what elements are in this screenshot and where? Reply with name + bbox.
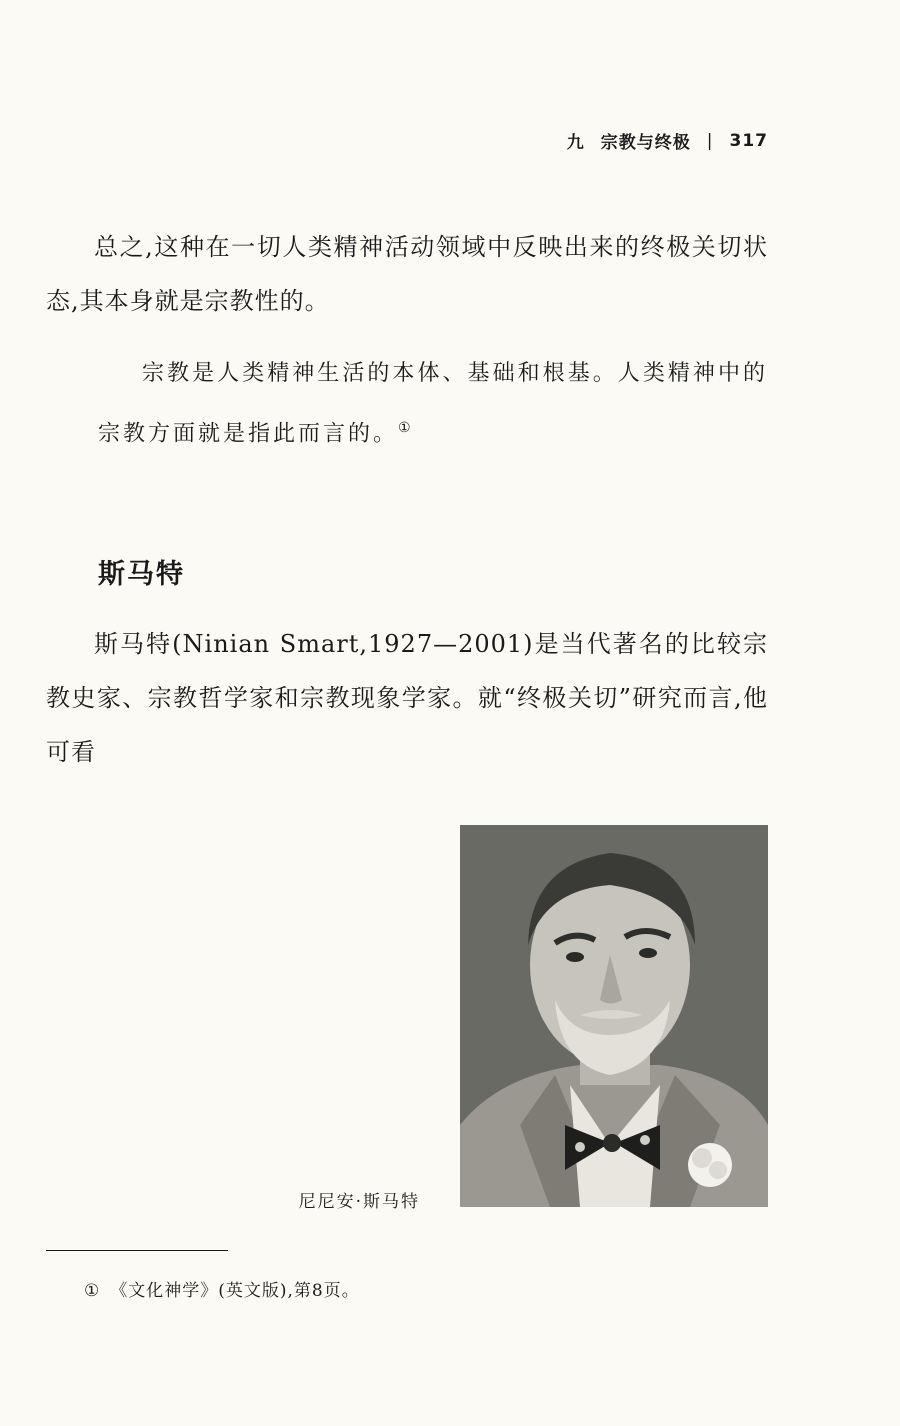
footnote-mark: ①	[84, 1281, 101, 1301]
footnote-reference[interactable]: ①	[398, 420, 414, 436]
photo-caption: 尼尼安·斯马特	[298, 1192, 420, 1212]
page-number: 317	[729, 130, 768, 151]
section-heading: 斯马特	[98, 559, 185, 590]
quote-text: 宗教是人类精神生活的本体、基础和根基。人类精神中的宗教方面就是指此而言的。	[98, 361, 768, 447]
portrait-photo	[460, 825, 768, 1207]
block-quote	[98, 347, 768, 461]
footnote-text: 《文化神学》(英文版),第8页。	[110, 1281, 360, 1301]
running-head	[567, 128, 768, 153]
footnote	[84, 1276, 360, 1301]
portrait-illustration	[460, 825, 768, 1207]
paragraph: 总之,这种在一切人类精神活动领域中反映出来的终极关切状态,其本身就是宗教性的。	[46, 233, 768, 315]
chapter-title: 宗教与终极	[600, 133, 691, 153]
header-separator: |	[706, 130, 714, 151]
chapter-number: 九	[566, 133, 585, 153]
footnote-rule	[46, 1250, 228, 1251]
paragraph: 斯马特(Ninian Smart,1927—2001)是当代著名的比较宗教史家、宗教哲学家和宗教现象学家。就“终极关切”研究而言,他可看	[46, 630, 768, 766]
